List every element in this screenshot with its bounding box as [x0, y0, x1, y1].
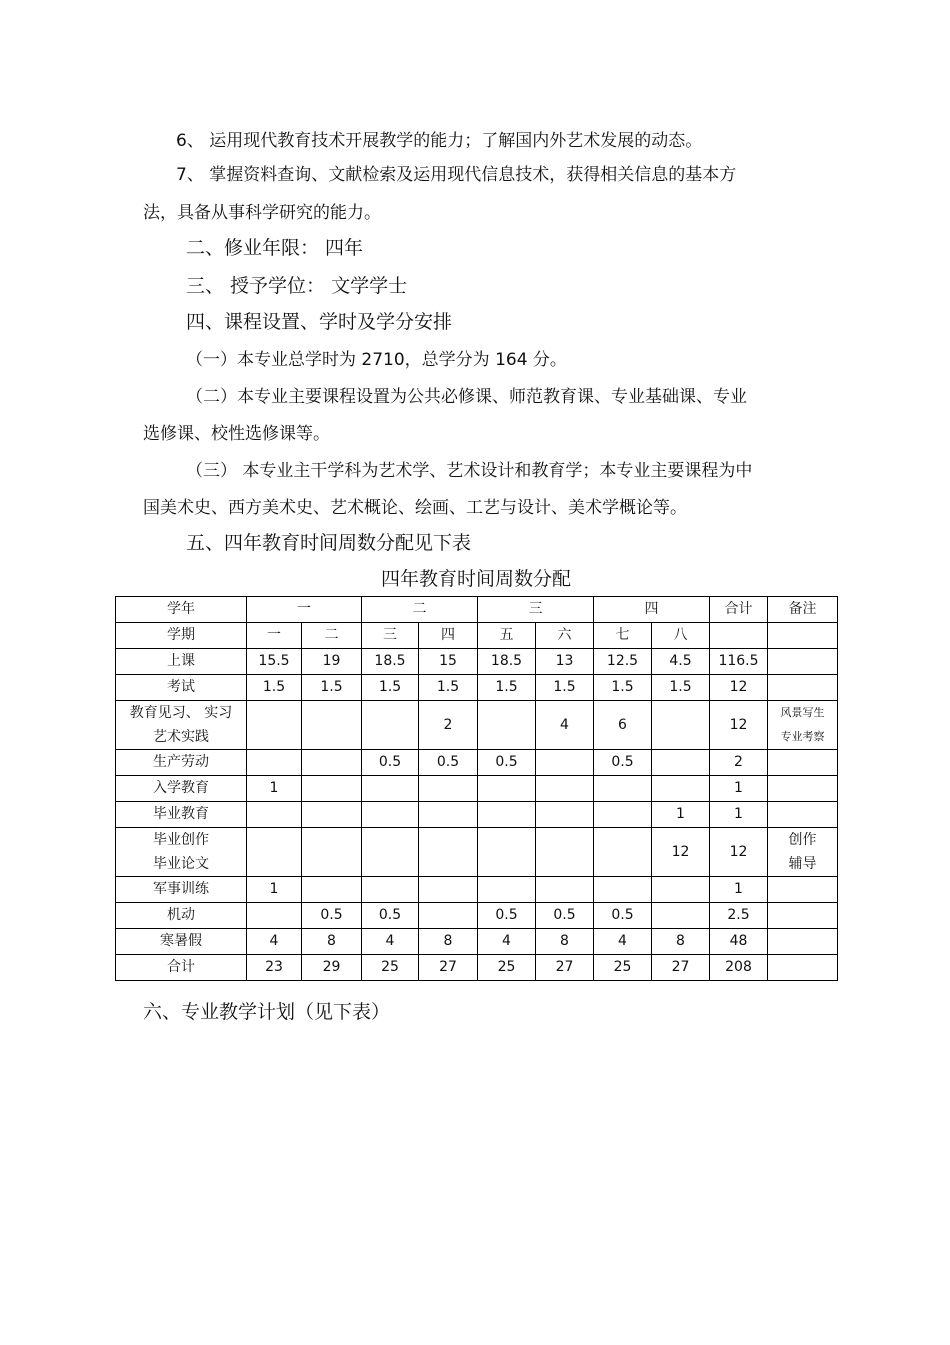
- table-cell-total: 1: [710, 776, 768, 802]
- header-cell-term-total: [710, 623, 768, 649]
- table-cell-term-4: [419, 877, 478, 903]
- header-cell-note: 备注: [768, 597, 838, 623]
- header-cell-term-8: 八: [652, 623, 710, 649]
- row-label-cell: [116, 701, 247, 750]
- table-cell-note: [768, 776, 838, 802]
- table-cell-term-3: 0.5: [362, 903, 419, 929]
- table-cell-term-4: 0.5: [419, 750, 478, 776]
- table-cell-term-7: 12.5: [594, 649, 652, 675]
- header-cell-year-3: 三: [478, 597, 594, 623]
- table-title: 四年教育时间周数分配: [380, 568, 571, 590]
- table-cell-term-2: [302, 828, 362, 877]
- header-cell-term-2: 二: [302, 623, 362, 649]
- table-cell-term-2: [302, 802, 362, 828]
- header-cell-term-label: 学期: [116, 623, 247, 649]
- row-label-cell: 考试: [116, 675, 247, 701]
- table-row: [116, 649, 838, 675]
- row-label-cell: 合计: [116, 955, 247, 981]
- table-cell-term-5: [478, 802, 536, 828]
- row-label-line-1: 毕业创作: [153, 832, 209, 848]
- table-cell-term-7: [594, 802, 652, 828]
- table-cell-term-1: 4: [247, 929, 302, 955]
- row-label-cell: 军事训练: [116, 877, 247, 903]
- table-cell-term-5: 0.5: [478, 903, 536, 929]
- note-line-2: 辅导: [788, 856, 817, 872]
- section-heading-curriculum: 四、课程设置、学时及学分安排: [186, 311, 453, 333]
- table-cell-note: [768, 701, 838, 750]
- table-cell-term-7: 25: [594, 955, 652, 981]
- table-cell-term-5: 4: [478, 929, 536, 955]
- paragraph-main-courses: （二）本专业主要课程设置为公共必修课、师范教育课、专业基础课、专业: [186, 387, 747, 407]
- header-cell-term-5: 五: [478, 623, 536, 649]
- table-cell-term-4: [419, 903, 478, 929]
- table-cell-term-6: 13: [536, 649, 594, 675]
- table-cell-term-4: 27: [419, 955, 478, 981]
- row-label-cell: 机动: [116, 903, 247, 929]
- table-cell-term-5: [478, 776, 536, 802]
- header-cell-term-7: 七: [594, 623, 652, 649]
- table-cell-term-1: [247, 903, 302, 929]
- header-cell-year-2: 二: [362, 597, 478, 623]
- table-cell-term-5: [478, 828, 536, 877]
- table-cell-term-7: 0.5: [594, 903, 652, 929]
- row-label-cell: 毕业教育: [116, 802, 247, 828]
- table-cell-term-7: 4: [594, 929, 652, 955]
- table-cell-term-6: 1.5: [536, 675, 594, 701]
- table-cell-total: 1: [710, 802, 768, 828]
- table-cell-note: [768, 877, 838, 903]
- table-row: [116, 877, 838, 903]
- table-cell-term-1: 15.5: [247, 649, 302, 675]
- header-cell-term-4: 四: [419, 623, 478, 649]
- table-cell-term-6: [536, 802, 594, 828]
- table-cell-term-6: [536, 877, 594, 903]
- table-cell-term-3: 4: [362, 929, 419, 955]
- row-label-cell: 寒暑假: [116, 929, 247, 955]
- paragraph-total-hours: （一）本专业总学时为 2710，总学分为 164 分。: [186, 350, 567, 370]
- paragraph-item-6: 6、 运用现代教育技术开展教学的能力；了解国内外艺术发展的动态。: [176, 131, 703, 151]
- table-cell-total: 2.5: [710, 903, 768, 929]
- table-cell-term-8: [652, 701, 710, 750]
- header-cell-total: 合计: [710, 597, 768, 623]
- table-cell-term-3: [362, 802, 419, 828]
- table-row: [116, 750, 838, 776]
- table-cell-total: 12: [710, 701, 768, 750]
- section-heading-teaching-plan: 六、专业教学计划（见下表）: [143, 1001, 391, 1023]
- table-cell-term-6: 4: [536, 701, 594, 750]
- row-label-cell: 上课: [116, 649, 247, 675]
- paragraph-item-7: 7、 掌握资料查询、文献检索及运用现代信息技术，获得相关信息的基本方: [176, 165, 737, 185]
- section-heading-degree: 三、 授予学位： 文学学士: [186, 275, 408, 297]
- header-cell-year-4: 四: [594, 597, 710, 623]
- table-cell-term-2: 1.5: [302, 675, 362, 701]
- paragraph-core-disciplines: （三） 本专业主干学科为艺术学、艺术设计和教育学；本专业主要课程为中: [186, 461, 753, 481]
- table-cell-term-4: 8: [419, 929, 478, 955]
- table-cell-term-5: [478, 877, 536, 903]
- table-cell-term-8: [652, 877, 710, 903]
- note-line-1: 创作: [788, 832, 817, 848]
- table-cell-note: [768, 675, 838, 701]
- table-cell-term-2: 8: [302, 929, 362, 955]
- paragraph-core-disciplines-continued: 国美术史、西方美术史、艺术概论、绘画、工艺与设计、美术学概论等。: [143, 498, 687, 518]
- table-cell-term-1: 23: [247, 955, 302, 981]
- table-row: [116, 802, 838, 828]
- table-cell-term-4: 2: [419, 701, 478, 750]
- table-cell-term-2: [302, 701, 362, 750]
- row-label-line-2: 毕业论文: [153, 856, 209, 872]
- table-cell-term-3: [362, 828, 419, 877]
- table-cell-term-1: [247, 750, 302, 776]
- table-body: [116, 649, 838, 981]
- table-row: [116, 903, 838, 929]
- note-line-1: 风景写生: [780, 706, 825, 719]
- table-cell-note: [768, 929, 838, 955]
- table-cell-term-7: 0.5: [594, 750, 652, 776]
- table-cell-term-2: 29: [302, 955, 362, 981]
- table-cell-term-2: 0.5: [302, 903, 362, 929]
- table-cell-term-6: 8: [536, 929, 594, 955]
- table-cell-term-7: 6: [594, 701, 652, 750]
- table-cell-total: 1: [710, 877, 768, 903]
- table-cell-term-8: 8: [652, 929, 710, 955]
- header-cell-term-6: 六: [536, 623, 594, 649]
- table-cell-note: [768, 955, 838, 981]
- table-cell-total: 48: [710, 929, 768, 955]
- table-cell-term-2: [302, 750, 362, 776]
- paragraph-main-courses-continued: 选修课、校性选修课等。: [143, 424, 330, 444]
- table-cell-term-3: [362, 877, 419, 903]
- row-label-line-2: 艺术实践: [153, 729, 209, 745]
- table-cell-term-4: [419, 828, 478, 877]
- table-header-row-years: [116, 597, 838, 623]
- table-header-row-terms: [116, 623, 838, 649]
- table-cell-term-6: 0.5: [536, 903, 594, 929]
- table-cell-term-8: 27: [652, 955, 710, 981]
- table-cell-note: [768, 828, 838, 877]
- table-cell-term-1: [247, 828, 302, 877]
- table-cell-term-8: 1: [652, 802, 710, 828]
- table-cell-note: [768, 750, 838, 776]
- table-cell-note: [768, 649, 838, 675]
- table-row: [116, 701, 838, 750]
- table-cell-term-5: [478, 701, 536, 750]
- row-label-line-1: 教育见习、 实习: [129, 705, 233, 721]
- table-cell-term-8: [652, 903, 710, 929]
- table-cell-term-8: [652, 776, 710, 802]
- table-cell-term-4: 15: [419, 649, 478, 675]
- table-cell-term-2: [302, 776, 362, 802]
- table-cell-term-6: [536, 828, 594, 877]
- table-cell-term-8: 12: [652, 828, 710, 877]
- table-cell-total: 12: [710, 828, 768, 877]
- table-cell-term-7: [594, 877, 652, 903]
- table-cell-term-5: 1.5: [478, 675, 536, 701]
- table-cell-term-5: 0.5: [478, 750, 536, 776]
- table-cell-term-1: 1: [247, 776, 302, 802]
- table-cell-term-3: [362, 776, 419, 802]
- table-cell-term-1: 1.5: [247, 675, 302, 701]
- table-cell-term-1: [247, 802, 302, 828]
- table-cell-term-1: [247, 701, 302, 750]
- row-label-cell: 入学教育: [116, 776, 247, 802]
- note-line-2: 专业考察: [780, 730, 825, 743]
- table-cell-total: 116.5: [710, 649, 768, 675]
- header-cell-term-1: 一: [247, 623, 302, 649]
- table-cell-term-2: 19: [302, 649, 362, 675]
- table-cell-term-3: 25: [362, 955, 419, 981]
- table-cell-term-7: [594, 828, 652, 877]
- table-cell-term-4: [419, 802, 478, 828]
- table-row: [116, 955, 838, 981]
- table-row: [116, 929, 838, 955]
- row-label-cell: 生产劳动: [116, 750, 247, 776]
- table-cell-term-5: 25: [478, 955, 536, 981]
- header-cell-year-1: 一: [247, 597, 362, 623]
- table-cell-term-4: [419, 776, 478, 802]
- table-cell-term-1: 1: [247, 877, 302, 903]
- section-heading-week-allocation: 五、四年教育时间周数分配见下表: [186, 532, 472, 554]
- table-cell-term-7: [594, 776, 652, 802]
- table-cell-term-2: [302, 877, 362, 903]
- table-cell-term-3: [362, 701, 419, 750]
- header-cell-term-3: 三: [362, 623, 419, 649]
- table-cell-term-3: 0.5: [362, 750, 419, 776]
- table-cell-term-3: 18.5: [362, 649, 419, 675]
- table-cell-total: 208: [710, 955, 768, 981]
- table-cell-term-6: [536, 776, 594, 802]
- table-cell-term-6: [536, 750, 594, 776]
- header-cell-year-label: 学年: [116, 597, 247, 623]
- table-row: [116, 675, 838, 701]
- table-cell-term-3: 1.5: [362, 675, 419, 701]
- table-cell-term-8: 1.5: [652, 675, 710, 701]
- table-cell-note: [768, 802, 838, 828]
- table-cell-term-7: 1.5: [594, 675, 652, 701]
- table-cell-total: 12: [710, 675, 768, 701]
- table-cell-term-5: 18.5: [478, 649, 536, 675]
- table-cell-term-4: 1.5: [419, 675, 478, 701]
- table-row: [116, 776, 838, 802]
- table-cell-note: [768, 903, 838, 929]
- row-label-cell: [116, 828, 247, 877]
- table-cell-term-6: 27: [536, 955, 594, 981]
- table-row: [116, 828, 838, 877]
- section-heading-study-years: 二、修业年限： 四年: [186, 237, 364, 259]
- header-cell-term-note: [768, 623, 838, 649]
- week-allocation-table: [115, 596, 838, 981]
- table-cell-term-8: [652, 750, 710, 776]
- paragraph-item-7-continued: 法，具备从事科学研究的能力。: [143, 203, 381, 223]
- table-cell-term-8: 4.5: [652, 649, 710, 675]
- table-cell-total: 2: [710, 750, 768, 776]
